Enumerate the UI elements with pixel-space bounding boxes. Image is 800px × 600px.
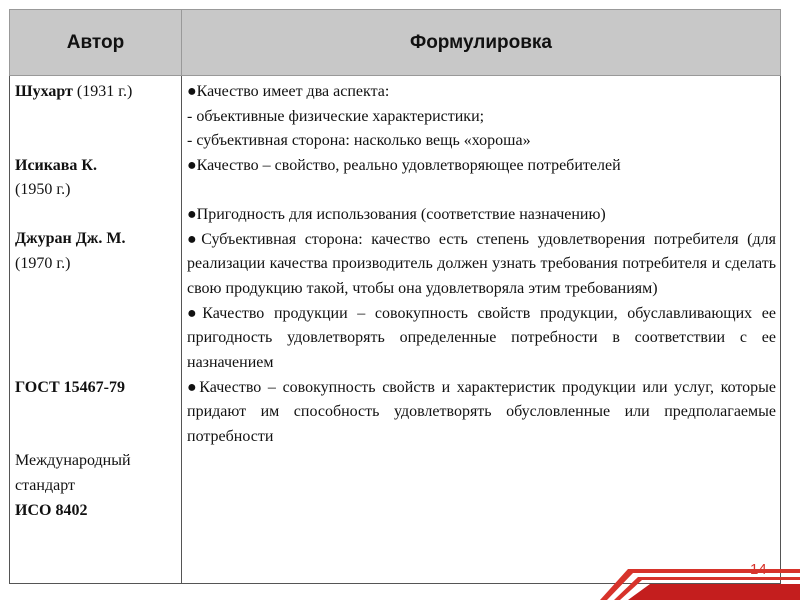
header-row (10, 10, 781, 76)
decorative-stripes (600, 565, 800, 600)
author-shewhart (15, 80, 177, 105)
author-iso-line2: стандарт (15, 476, 75, 494)
page-number: 14 (750, 561, 767, 578)
statement-juran-subjective: ●Субъективная сторона: качество есть степень удовлетворения потребителя (для реализации качества производитель должен узнать требования потребителя и сделать свою продукцию такой, чтобы она удовлетворяла этим требованиям) (187, 230, 776, 297)
header-author: Автор (10, 10, 182, 76)
header-formulation: Формулировка (182, 10, 781, 76)
statement-ishikawa: ●Качество – свойство, реально удовлетворяющее потребителей (187, 157, 621, 175)
statement-shewhart-intro: ●Качество имеет два аспекта: (187, 83, 390, 100)
author-name: ИСО 8402 (15, 501, 88, 519)
author-gost (15, 376, 177, 401)
definitions-table (9, 9, 781, 584)
statement-shewhart-objective: - объективные физические характеристики; (187, 107, 485, 125)
author-name: Шухарт (15, 83, 73, 100)
author-iso-line1: Международный (15, 452, 131, 470)
author-name: Джуран Дж. М. (15, 230, 126, 248)
table-row (10, 76, 781, 584)
statement-gost: ●Качество продукции – совокупность свойств продукции, обуславливающих ее пригодность удовлетворять определенные потребности в соответствии с ее назначением (187, 304, 776, 372)
statement-iso: ●Качество – совокупность свойств и характеристик продукции или услуг, которые придают им способность удовлетворять обусловленные или предполагаемые потребности (187, 378, 776, 446)
formulation-cell (182, 76, 781, 584)
author-ishikawa (15, 154, 177, 203)
author-name: ГОСТ 15467-79 (15, 378, 125, 396)
author-year: (1931 г.) (76, 83, 133, 100)
statement-juran-fitness: ●Пригодность для использования (соответствие назначению) (187, 205, 606, 223)
author-cell (10, 76, 182, 584)
author-iso (15, 449, 177, 523)
author-year: (1950 г.) (15, 181, 71, 199)
statement-shewhart-subjective: - субъективная сторона: насколько вещь «хороша» (187, 132, 531, 150)
author-year: (1970 г.) (15, 254, 71, 272)
author-name: Исикава К. (15, 156, 97, 174)
author-juran (15, 227, 177, 276)
